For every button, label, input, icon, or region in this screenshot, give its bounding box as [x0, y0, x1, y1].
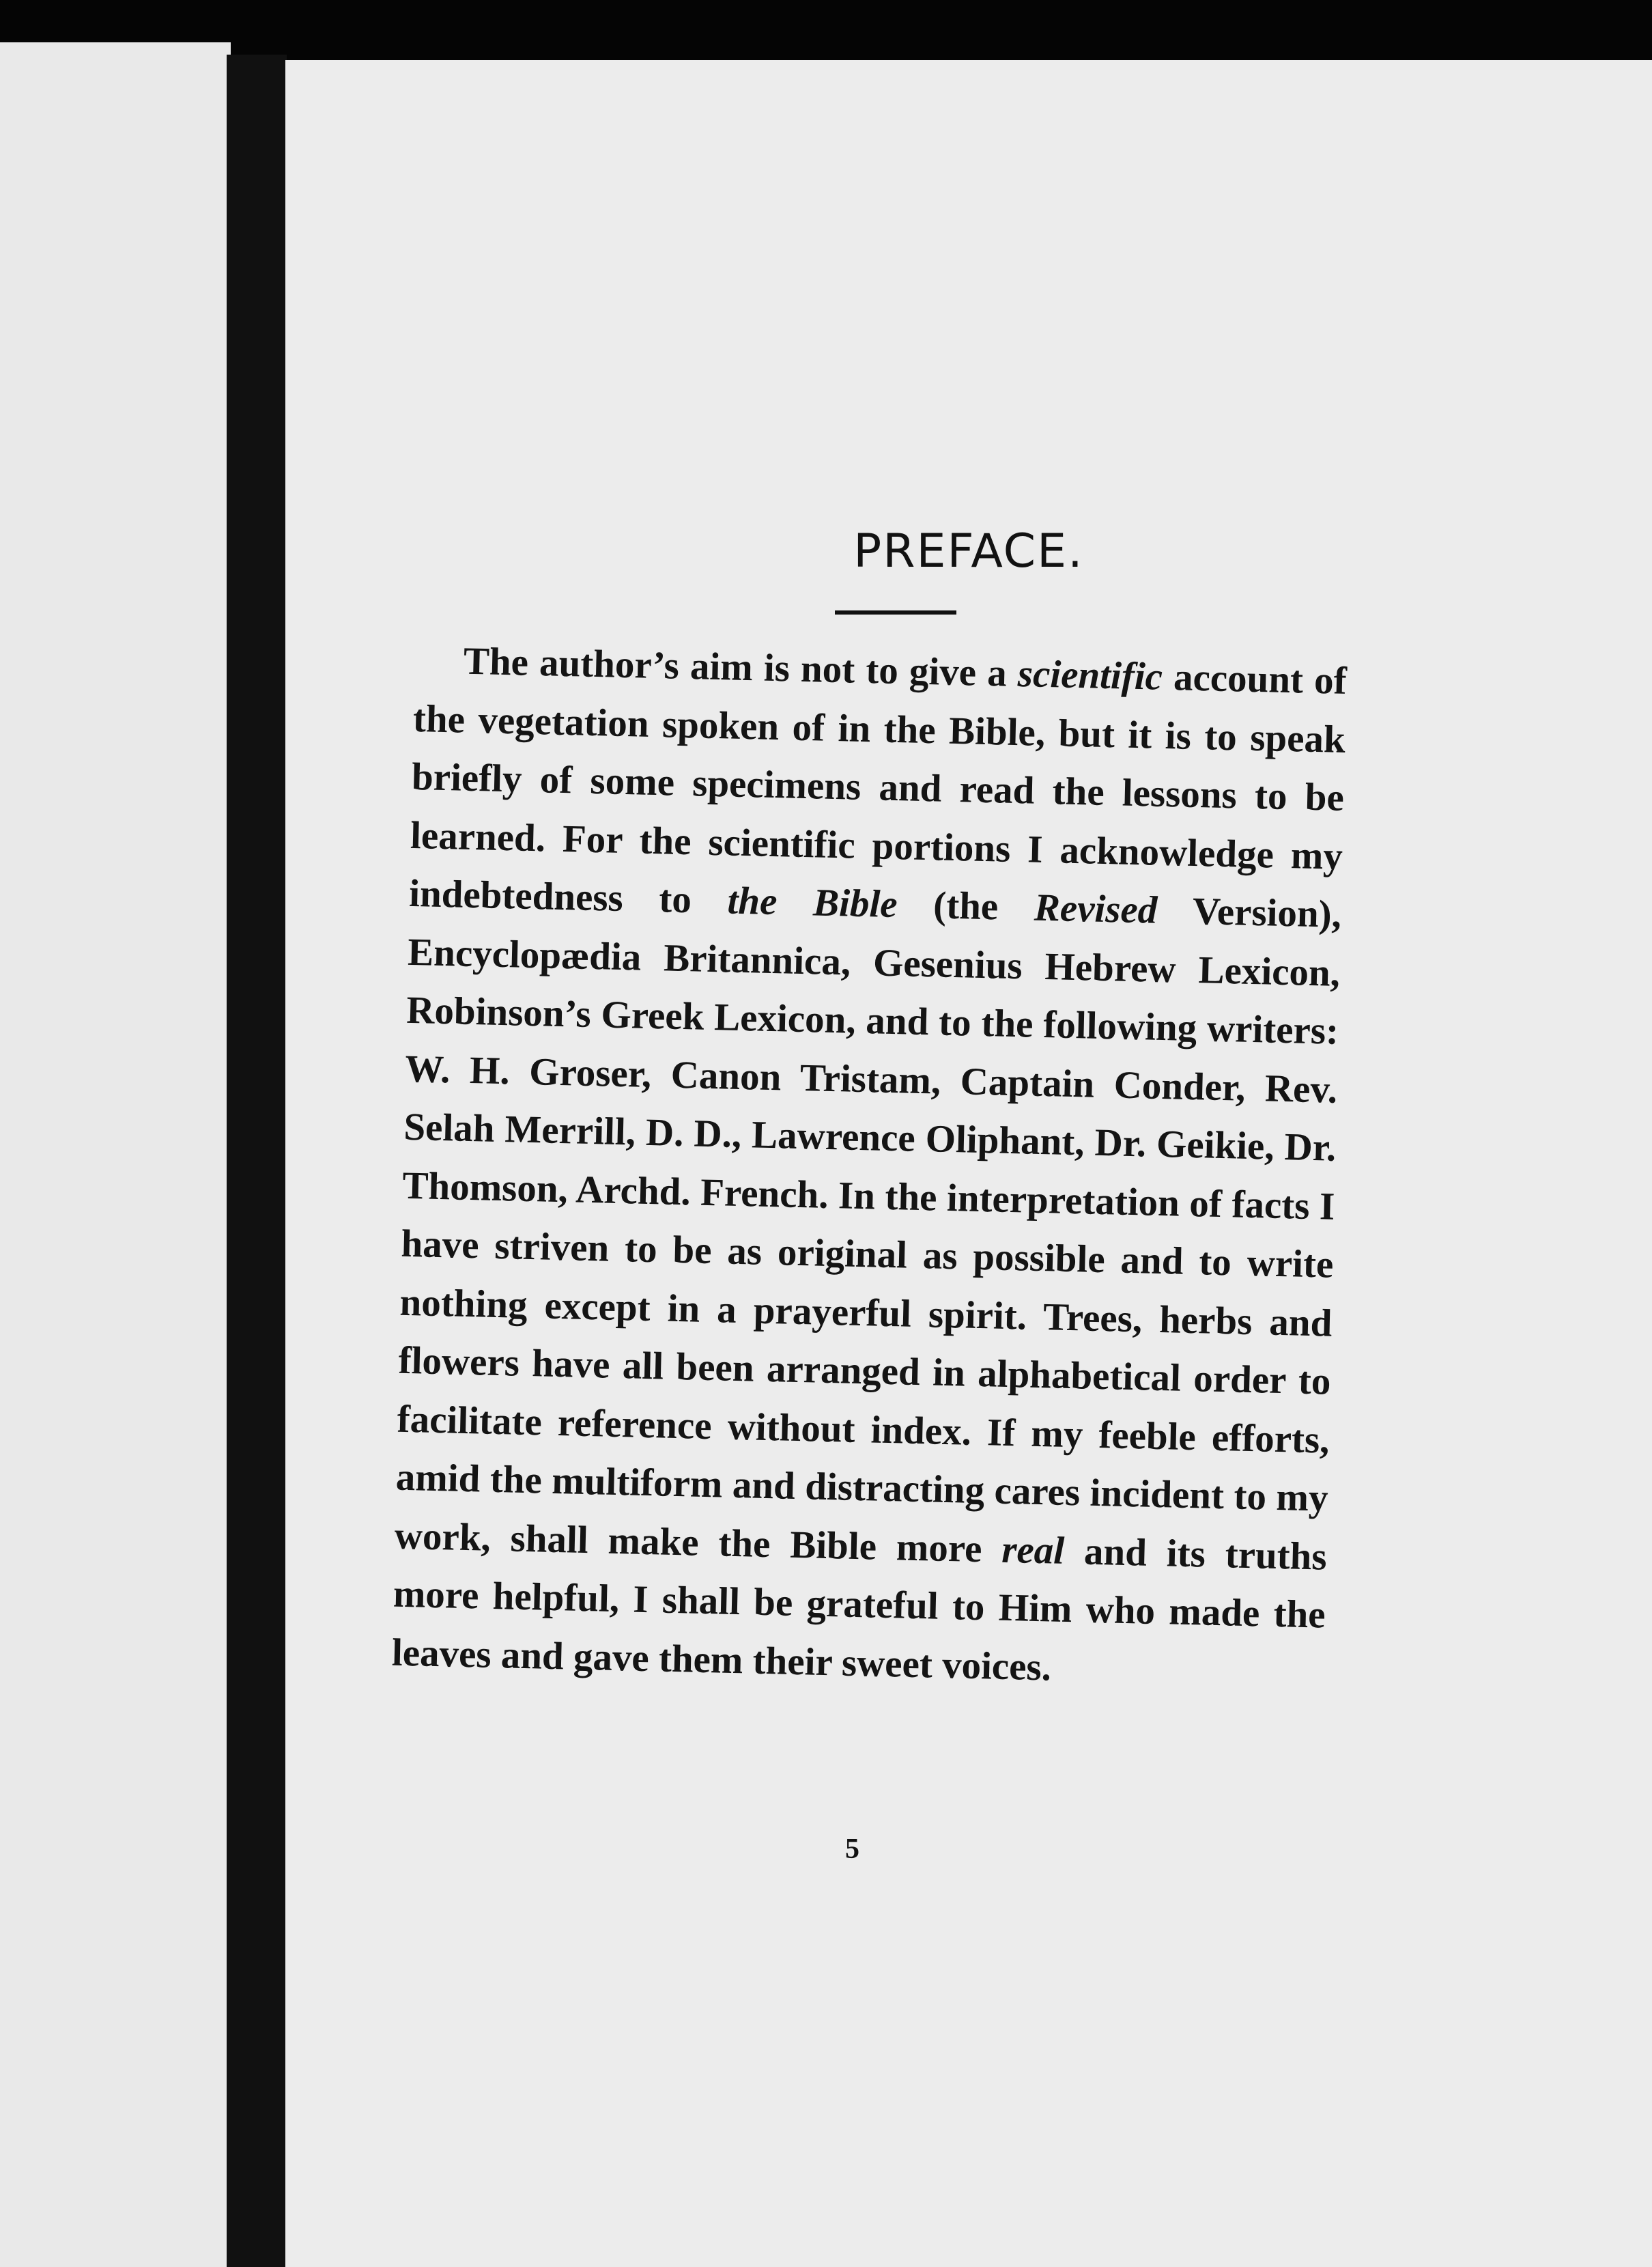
title-rule: [835, 610, 956, 615]
text-segment: and its truths more helpful, I shall be grateful to Him who made the leaves and gave them their sweet voices.: [391, 1529, 1328, 1689]
text-segment: account of the vegetation spoken of in the Bible, but it is to speak briefly of some specimens and read the lessons to be learned. For the scientific portions I acknowledge my indebtedness to: [408, 655, 1348, 923]
page-number: 5: [845, 1833, 859, 1865]
text-segment: Version), Encyclopædia Britannica, Gesenius Hebrew Lexicon, Robinson’s Greek Lexicon, and to the following writers: W. H. Groser, Canon Tristam, Captain Conder, Rev. Selah Merrill, D. D., Lawrence Oliphant, Dr. Geikie, Dr. Thomson, Archd. French. In the interpretation of facts I have striven to be as original as possible and to write nothing except in a prayerful spirit. Trees, herbs and flowers have all been arranged in alphabetical order to facilitate reference without index. If my feeble efforts, amid the multiform and distracting cares incident to my work, shall make the Bible more: [394, 888, 1342, 1571]
book-gutter-shadow: [227, 55, 287, 2267]
preface-body: [391, 631, 1348, 1703]
preface-paragraph: [391, 631, 1348, 1703]
text-segment: The author’s aim is not to give a: [463, 639, 1019, 696]
italic-segment: real: [1001, 1527, 1065, 1573]
preface-page: [285, 60, 1652, 2267]
text-segment: (the: [896, 883, 1035, 929]
left-page-edge: [0, 42, 231, 2267]
italic-segment: the Bible: [726, 879, 898, 927]
page-title: PREFACE.: [853, 524, 1084, 578]
italic-segment: scientific: [1017, 652, 1163, 699]
italic-segment: Revised: [1034, 886, 1158, 932]
